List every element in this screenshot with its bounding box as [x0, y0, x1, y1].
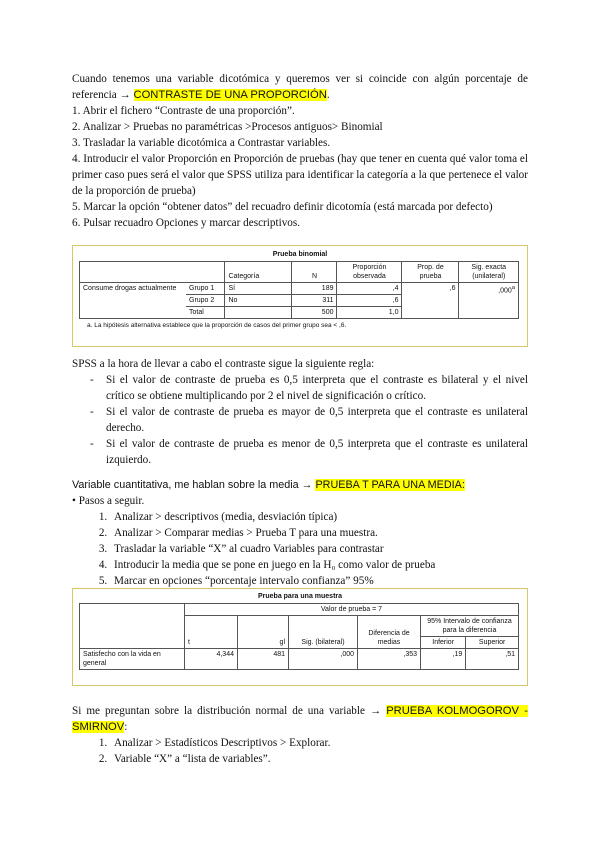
header-n: N	[292, 262, 337, 283]
diff-cell: ,353	[358, 649, 421, 670]
media-step: 3. Trasladar la variable “X” al cuadro Variables para contrastar	[110, 541, 528, 557]
n-cell: 189	[292, 283, 337, 295]
header-prop-prueba: Prop. de prueba	[402, 262, 459, 283]
binomial-grid	[79, 261, 519, 319]
group-label: Total	[186, 307, 225, 319]
header-ci: 95% Intervalo de confianza para la diferencia	[421, 616, 519, 637]
proportion-cell: ,4	[337, 283, 402, 295]
n-cell: 311	[292, 295, 337, 307]
ks-lead-end: :	[124, 721, 128, 733]
category-cell: No	[225, 295, 292, 307]
n-cell: 500	[292, 307, 337, 319]
group-label: Grupo 1	[186, 283, 225, 295]
binomial-footnote: a. La hipótesis alternativa establece que la proporción de casos del primer grupo sea < ,6.	[87, 322, 347, 329]
intro-step: 1. Abrir el fichero “Contraste de una proporción”.	[72, 105, 295, 117]
sig-cell: ,000	[289, 649, 358, 670]
intro-step: 3. Trasladar la variable dicotómica a Contrastar variables.	[72, 137, 331, 149]
media-step: 1. Analizar > descriptivos (media, desviación típica)	[110, 509, 528, 525]
intro-paragraph	[72, 71, 528, 103]
binomial-test-table	[72, 245, 528, 347]
header-sig: Sig. (bilateral)	[289, 616, 358, 649]
intro-step: 2. Analizar > Pruebas no paramétricas >Procesos antiguos> Binomial	[72, 121, 383, 133]
proportion-cell: ,6	[337, 295, 402, 307]
media-step: 4. Introducir la media que se pone en juego en la H₀ como valor de prueba	[110, 557, 528, 573]
t-cell: 4,344	[185, 649, 238, 670]
media-lead	[72, 477, 528, 493]
rule-lead: SPSS a la hora de llevar a cabo el contraste sigue la siguiente regla:	[72, 358, 375, 370]
gl-cell: 481	[238, 649, 289, 670]
header-proporcion: Proporción observada	[337, 262, 402, 283]
sig-footnote-mark: a	[511, 285, 515, 291]
intro-end: .	[326, 89, 330, 101]
media-lead-end: :	[461, 479, 465, 491]
ks-step: 1. Analizar > Estadísticos Descriptivos > Explorar.	[110, 735, 528, 751]
header-t: t	[185, 616, 238, 649]
rule-item: - Si el valor de contraste de prueba es menor de 0,5 interpreta que el contraste es unilateral izquierdo.	[90, 436, 528, 468]
ks-lead-text: Si me preguntan sobre la distribución normal de una variable →	[72, 705, 382, 717]
header-gl: gl	[238, 616, 289, 649]
test-value-header: Valor de prueba = 7	[185, 604, 519, 616]
intro-step: 4. Introducir el valor Proporción en Proporción de pruebas (hay que tener en cuenta qué valor toma el primer caso pues será el valor que SPSS utiliza para identificar la categoría a la que pertenece el valor de la proporción de prueba)	[72, 153, 529, 197]
proportion-cell: 1,0	[337, 307, 402, 319]
corner-cell	[80, 262, 225, 283]
header-inferior: Inferior	[421, 637, 466, 649]
rule-section	[72, 356, 528, 468]
sig-cell	[459, 283, 519, 319]
ttest-grid	[79, 603, 519, 670]
rule-list	[72, 372, 528, 468]
test-prop-cell: ,6	[402, 283, 459, 319]
rule-item: - Si el valor de contraste de prueba es 0,5 interpreta que el contraste es bilateral y el nivel crítico se obtiene multiplicando por 2 el nivel de significación o crítico.	[90, 372, 528, 404]
highlight-prueba-t: PRUEBA T PARA UNA MEDIA	[315, 479, 462, 491]
intro-step: 5. Marcar la opción “obtener datos” del recuadro definir dicotomía (está marcada por defecto)	[72, 201, 493, 213]
ttest-title: Prueba para una muestra	[257, 593, 343, 600]
category-cell: Sí	[225, 283, 292, 295]
inferior-cell: ,19	[421, 649, 466, 670]
sig-value: ,000	[498, 287, 512, 295]
header-superior: Superior	[466, 637, 519, 649]
header-diff: Diferencia de medias	[358, 616, 421, 649]
media-steps	[72, 509, 528, 589]
ks-section	[72, 703, 528, 767]
one-sample-test-table	[72, 588, 528, 686]
media-lead-text: Variable cuantitativa, me hablan sobre la media →	[72, 479, 313, 491]
ks-step: 2. Variable “X” a “lista de variables”.	[110, 751, 528, 767]
document-body	[72, 71, 528, 231]
media-bullet: • Pasos a seguir.	[72, 495, 145, 507]
ks-steps	[72, 735, 528, 767]
row-label: Satisfecho con la vida en general	[80, 649, 185, 670]
category-cell	[225, 307, 292, 319]
media-step: 5. Marcar en opciones “porcentaje intervalo confianza” 95%	[110, 573, 528, 589]
header-sig: Sig. exacta (unilateral)	[459, 262, 519, 283]
highlight-kolmogorov: PRUEBA KOLMOGOROV - SMIRNOV	[72, 705, 528, 733]
media-section	[72, 477, 528, 589]
corner-cell	[80, 604, 185, 649]
media-step: 2. Analizar > Comparar medias > Prueba T para una muestra.	[110, 525, 528, 541]
ks-lead	[72, 703, 528, 735]
intro-step: 6. Pulsar recuadro Opciones y marcar descriptivos.	[72, 217, 301, 229]
variable-label: Consume drogas actualmente	[80, 283, 187, 319]
highlight-contraste-proporcion: CONTRASTE DE UNA PROPORCIÓN	[133, 89, 327, 101]
binomial-title: Prueba binomial	[272, 251, 328, 258]
group-label: Grupo 2	[186, 295, 225, 307]
rule-item: - Si el valor de contraste de prueba es mayor de 0,5 interpreta que el contraste es unilateral derecho.	[90, 404, 528, 436]
intro-text: Cuando tenemos una variable dicotómica y queremos ver si coincide con algún porcentaje de referencia →	[72, 73, 528, 101]
superior-cell: ,51	[466, 649, 519, 670]
header-categoria: Categoría	[225, 262, 292, 283]
